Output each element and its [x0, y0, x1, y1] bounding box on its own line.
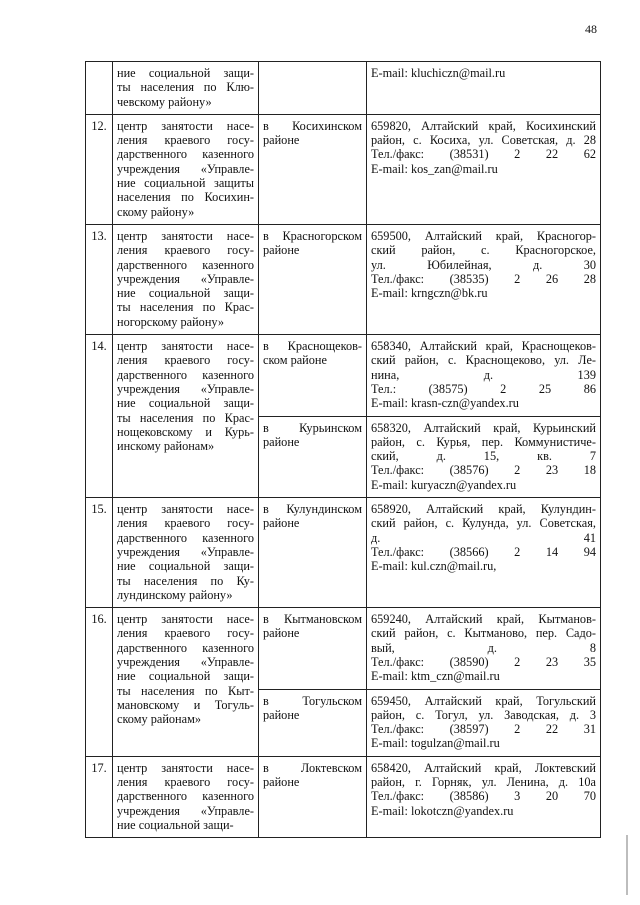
- page-number: 48: [585, 22, 597, 36]
- organization-line: ления краевого госу-: [117, 516, 254, 531]
- organization-line: учреждения «Управле-: [117, 654, 254, 669]
- address-cell: [367, 416, 601, 497]
- organization-line: центр занятости насе-: [117, 612, 254, 627]
- district-suffix: районе: [263, 434, 300, 449]
- organization-line: центр занятости насе-: [117, 339, 254, 354]
- address-line: 658340, Алтайский край, Краснощеков-: [371, 339, 596, 354]
- district-cell: [259, 756, 367, 837]
- organization-line: ления краевого госу-: [117, 775, 254, 790]
- address-line: 659500, Алтайский край, Красногор-: [371, 228, 596, 243]
- address-cell: [367, 498, 601, 608]
- organization-line: ления краевого госу-: [117, 243, 254, 258]
- address-line: район, с. Курья, пер. Коммунистиче-: [371, 434, 596, 449]
- organization-line: ты населения по Кыт-: [117, 683, 254, 698]
- address-line: 659240, Алтайский край, Кытманов-: [371, 612, 596, 627]
- district-preposition: в: [263, 118, 269, 133]
- organization-line: скому районам»: [117, 712, 202, 727]
- address-line: 658420, Алтайский край, Локтевский: [371, 760, 596, 775]
- address-line: ский район, с. Кытманово, пер. Садо-: [371, 626, 596, 641]
- table-row: [86, 756, 601, 837]
- table-row: [86, 62, 601, 115]
- district-preposition: в: [263, 760, 269, 775]
- district-suffix: районе: [263, 626, 300, 641]
- organization-cell: [113, 498, 259, 608]
- table-row: [86, 114, 601, 224]
- district-preposition: в: [263, 228, 269, 243]
- organization-line: скому району»: [117, 204, 195, 219]
- address-line: ул. Юбилейная, д. 30: [371, 257, 596, 272]
- scan-edge-mark: [626, 835, 628, 895]
- address-line: Тел./факс: (38531) 2 22 62: [371, 147, 596, 162]
- organization-line: ние социальной защи-: [117, 66, 254, 80]
- address-line: 659450, Алтайский край, Тогульский: [371, 693, 596, 708]
- organization-cell: [113, 335, 259, 498]
- address-line: 659820, Алтайский край, Косихинский: [371, 118, 596, 133]
- organization-line: учреждения «Управле-: [117, 161, 254, 176]
- organization-line: ние социальной защи-: [117, 286, 254, 301]
- address-line: E-mail: lokotczn@yandex.ru: [371, 803, 514, 818]
- row-number: 17.: [86, 756, 113, 837]
- organization-line: ние социальной защи-: [117, 669, 254, 684]
- organization-line: центр занятости насе-: [117, 760, 254, 775]
- organization-line: дарственного казенного: [117, 789, 254, 804]
- organization-line: чевскому району»: [117, 94, 212, 109]
- district-name: Кулундинском: [286, 502, 362, 517]
- district-line: [263, 761, 362, 775]
- row-number: 12.: [86, 114, 113, 224]
- district-name: Тогульском: [302, 693, 362, 708]
- organization-line: ления краевого госу-: [117, 353, 254, 368]
- address-line: E-mail: togulzan@mail.ru: [371, 736, 500, 751]
- organization-line: населения по Косихин-: [117, 190, 254, 205]
- table-row: [86, 224, 601, 334]
- district-name: Курьинском: [299, 420, 362, 435]
- organization-line: лундинскому району»: [117, 587, 233, 602]
- district-preposition: в: [263, 502, 269, 517]
- district-line: [263, 421, 362, 435]
- address-line: Тел./факс: (38597) 2 22 31: [371, 722, 596, 737]
- address-cell: [367, 689, 601, 756]
- address-line: E-mail: kluchiczn@mail.ru: [371, 66, 506, 80]
- address-cell: [367, 608, 601, 689]
- district-line: [263, 502, 362, 516]
- organization-line: ления краевого госу-: [117, 626, 254, 641]
- row-number: 16.: [86, 608, 113, 757]
- district-cell: [259, 498, 367, 608]
- address-line: Тел./факс: (38576) 2 23 18: [371, 463, 596, 478]
- employment-centers-table: [85, 61, 601, 838]
- organization-cell: [113, 756, 259, 837]
- organization-line: ногорскому району»: [117, 314, 225, 329]
- address-line: ский, д. 15, кв. 7: [371, 449, 596, 464]
- address-line: район, с. Тогул, ул. Заводская, д. 3: [371, 707, 596, 722]
- organization-cell: [113, 608, 259, 757]
- district-line: [263, 339, 362, 353]
- address-line: д. 41: [371, 530, 596, 545]
- organization-line: ты населения по Клю-: [117, 80, 254, 95]
- district-line: [263, 694, 362, 708]
- district-name: Локтевском: [300, 760, 362, 775]
- organization-line: дарственного казенного: [117, 367, 254, 382]
- table-row: [86, 335, 601, 416]
- district-cell: [259, 62, 367, 115]
- district-cell: [259, 114, 367, 224]
- row-number: 14.: [86, 335, 113, 498]
- district-suffix: районе: [263, 516, 300, 531]
- address-cell: [367, 224, 601, 334]
- district-cell: [259, 224, 367, 334]
- address-line: Тел.: (38575) 2 25 86: [371, 381, 596, 396]
- organization-line: дарственного казенного: [117, 530, 254, 545]
- address-line: район, г. Горняк, ул. Ленина, д. 10а: [371, 775, 596, 790]
- district-suffix: районе: [263, 133, 300, 148]
- organization-cell: [113, 224, 259, 334]
- district-suffix: районе: [263, 243, 300, 258]
- organization-line: ние социальной защи-: [117, 817, 234, 832]
- district-cell: [259, 608, 367, 689]
- organization-line: ления краевого госу-: [117, 133, 254, 148]
- organization-line: центр занятости насе-: [117, 228, 254, 243]
- address-line: вый, д. 8: [371, 640, 596, 655]
- district-suffix: районе: [263, 707, 300, 722]
- organization-line: ние социальной защи-: [117, 396, 254, 411]
- address-line: Тел./факс: (38535) 2 26 28: [371, 271, 596, 286]
- address-line: ский район, с. Красногорское,: [371, 243, 596, 258]
- district-preposition: в: [263, 420, 269, 435]
- organization-line: ты населения по Ку-: [117, 573, 254, 588]
- district-cell: [259, 335, 367, 416]
- address-cell: [367, 756, 601, 837]
- district-name: Косихинском: [292, 118, 362, 133]
- district-name: Кытмановском: [284, 612, 362, 627]
- row-number: [86, 62, 113, 115]
- organization-line: инскому районам»: [117, 439, 215, 454]
- address-line: E-mail: kuryaczn@yandex.ru: [371, 477, 517, 492]
- address-line: район, с. Косиха, ул. Советская, д. 28: [371, 133, 596, 148]
- organization-line: учреждения «Управле-: [117, 381, 254, 396]
- address-line: Тел./факс: (38590) 2 23 35: [371, 654, 596, 669]
- organization-line: мановскому и Тогуль-: [117, 697, 254, 712]
- address-cell: [367, 114, 601, 224]
- address-line: E-mail: ktm_czn@mail.ru: [371, 669, 500, 684]
- organization-line: учреждения «Управле-: [117, 803, 254, 818]
- address-line: E-mail: kul.czn@mail.ru,: [371, 559, 497, 574]
- organization-line: ние социальной защиты: [117, 176, 254, 191]
- address-line: Тел./факс: (38566) 2 14 94: [371, 544, 596, 559]
- address-cell: [367, 335, 601, 416]
- organization-cell: [113, 62, 259, 115]
- table-body: [86, 62, 601, 838]
- address-line: Тел./факс: (38586) 3 20 70: [371, 789, 596, 804]
- organization-line: дарственного казенного: [117, 147, 254, 162]
- address-line: 658920, Алтайский край, Кулундин-: [371, 502, 596, 517]
- district-preposition: в: [263, 339, 269, 354]
- organization-line: ние социальной защи-: [117, 559, 254, 574]
- table-row: [86, 608, 601, 689]
- address-line: ский район, с. Краснощеково, ул. Ле-: [371, 353, 596, 368]
- district-suffix: ском районе: [263, 353, 327, 368]
- row-number: 15.: [86, 498, 113, 608]
- organization-line: дарственного казенного: [117, 640, 254, 655]
- district-name: Красногорском: [282, 228, 362, 243]
- district-line: [263, 119, 362, 133]
- address-line: E-mail: krasn-czn@yandex.ru: [371, 396, 519, 411]
- table-row: [86, 498, 601, 608]
- organization-cell: [113, 114, 259, 224]
- district-cell: [259, 689, 367, 756]
- organization-line: нощековскому и Курь-: [117, 424, 254, 439]
- district-name: Краснощеков-: [287, 339, 362, 354]
- address-cell: [367, 62, 601, 115]
- district-preposition: в: [263, 693, 269, 708]
- district-line: [263, 229, 362, 243]
- organization-line: центр занятости насе-: [117, 502, 254, 517]
- organization-line: учреждения «Управле-: [117, 544, 254, 559]
- organization-line: центр занятости насе-: [117, 118, 254, 133]
- address-line: ский район, с. Кулунда, ул. Советская,: [371, 516, 596, 531]
- address-line: E-mail: krngczn@bk.ru: [371, 286, 488, 301]
- district-suffix: районе: [263, 775, 300, 790]
- organization-line: ты населения по Крас-: [117, 300, 254, 315]
- organization-line: учреждения «Управле-: [117, 271, 254, 286]
- address-line: E-mail: kos_zan@mail.ru: [371, 161, 498, 176]
- organization-line: ты населения по Крас-: [117, 410, 254, 425]
- organization-line: дарственного казенного: [117, 257, 254, 272]
- address-line: 658320, Алтайский край, Курьинский: [371, 420, 596, 435]
- row-number: 13.: [86, 224, 113, 334]
- district-cell: [259, 416, 367, 497]
- district-line: [263, 612, 362, 626]
- district-preposition: в: [263, 612, 269, 627]
- address-line: нина, д. 139: [371, 367, 596, 382]
